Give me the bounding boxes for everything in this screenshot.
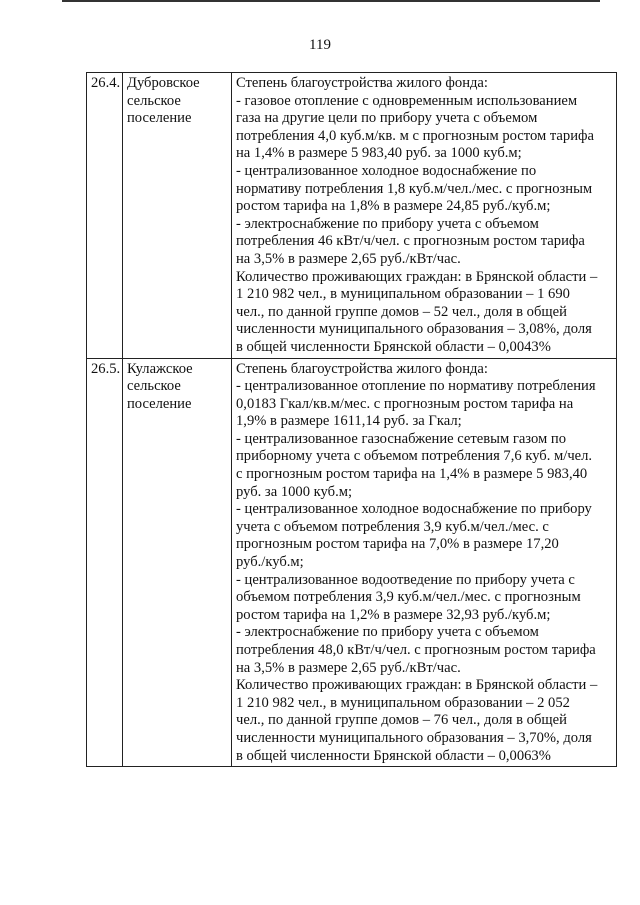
desc-line: - электроснабжение по прибору учета с объемом <box>236 624 539 641</box>
desc-line: потребления 48,0 кВт/ч/чел. с прогнозным ростом тарифа <box>236 642 596 658</box>
name-line: поселение <box>127 395 192 412</box>
desc-line: потребления 46 кВт/ч/чел. с прогнозным ростом тарифа <box>236 233 585 250</box>
desc-line: ростом тарифа на 1,8% в размере 24,85 руб./куб.м; <box>236 198 551 215</box>
top-rule <box>62 0 600 2</box>
desc-line: нормативу потребления 1,8 куб.м/чел./мес. с прогнозным <box>236 180 593 197</box>
desc-line: на 3,5% в размере 2,65 руб./кВт/час. <box>236 659 461 676</box>
desc-line: в общей численности Брянской области – 0,0063% <box>236 747 551 764</box>
desc-line: с прогнозным ростом тарифа на 1,4% в размере 5 983,40 <box>236 466 588 483</box>
desc-line: на 3,5% в размере 2,65 руб./кВт/час. <box>236 250 461 267</box>
desc-line: Количество проживающих граждан: в Брянской области – <box>236 268 598 285</box>
desc-line: на 1,4% в размере 5 983,40 руб. за 1000 куб.м; <box>236 145 522 162</box>
housing-description <box>232 73 617 359</box>
desc-line: 1 210 982 чел., в муниципальном образовании – 1 690 <box>236 286 570 303</box>
desc-line: - централизованное водоотведение по прибору учета с <box>236 571 575 588</box>
housing-description <box>232 358 617 767</box>
desc-line: чел., по данной группе домов – 76 чел., доля в общей <box>236 712 567 729</box>
desc-line: газа на другие цели по прибору учета с объемом <box>236 110 538 127</box>
desc-line: - централизованное отопление по нормативу потребления <box>236 378 596 395</box>
desc-line: численности муниципального образования – 3,08%, доля <box>236 321 592 338</box>
table-row <box>87 358 617 767</box>
settlement-name <box>123 73 232 359</box>
name-line: сельское <box>127 378 181 395</box>
desc-line: 1,9% в размере 1611,14 руб. за Гкал; <box>236 413 462 430</box>
desc-line: Степень благоустройства жилого фонда: <box>236 360 488 377</box>
desc-line: руб. за 1000 куб.м; <box>236 483 353 500</box>
settlement-name <box>123 358 232 767</box>
desc-line: - газовое отопление с одновременным использованием <box>236 92 578 109</box>
desc-line: Количество проживающих граждан: в Брянской области – <box>236 677 598 694</box>
page-number: 119 <box>309 37 331 53</box>
desc-line: - централизованное газоснабжение сетевым газом по <box>236 430 566 447</box>
row-number: 26.5. <box>87 358 123 767</box>
name-line: поселение <box>127 110 192 127</box>
desc-line: - централизованное холодное водоснабжение по прибору <box>236 501 592 518</box>
desc-line: руб./куб.м; <box>236 554 304 571</box>
desc-line: в общей численности Брянской области – 0,0043% <box>236 338 551 355</box>
desc-line: численности муниципального образования – 3,70%, доля <box>236 729 592 746</box>
name-line: Дубровское <box>127 75 200 91</box>
row-number: 26.4. <box>87 73 123 359</box>
desc-line: 1 210 982 чел., в муниципальном образовании – 2 052 <box>236 694 570 711</box>
desc-line: - централизованное холодное водоснабжение по <box>236 162 537 179</box>
table-row <box>87 73 617 359</box>
desc-line: - электроснабжение по прибору учета с объемом <box>236 215 539 232</box>
desc-line: Степень благоустройства жилого фонда: <box>236 75 488 91</box>
name-line: Кулажское <box>127 360 193 377</box>
desc-line: чел., по данной группе домов – 52 чел., доля в общей <box>236 303 567 320</box>
name-line: сельское <box>127 92 181 109</box>
desc-line: объемом потребления 3,9 куб.м/чел./мес. с прогнозным <box>236 589 581 606</box>
desc-line: потребления 4,0 куб.м/кв. м с прогнозным ростом тарифа <box>236 127 594 144</box>
desc-line: ростом тарифа на 1,2% в размере 32,93 руб./куб.м; <box>236 606 551 623</box>
desc-line: прогнозным ростом тарифа на 7,0% в размере 17,20 <box>236 536 559 553</box>
desc-line: приборному учета с объемом потребления 7,6 куб. м/чел. <box>236 448 593 465</box>
tariff-table <box>86 72 617 767</box>
desc-line: 0,0183 Гкал/кв.м/мес. с прогнозным ростом тарифа на <box>236 395 574 412</box>
desc-line: учета с объемом потребления 3,9 куб.м/чел./мес. с <box>236 518 549 535</box>
